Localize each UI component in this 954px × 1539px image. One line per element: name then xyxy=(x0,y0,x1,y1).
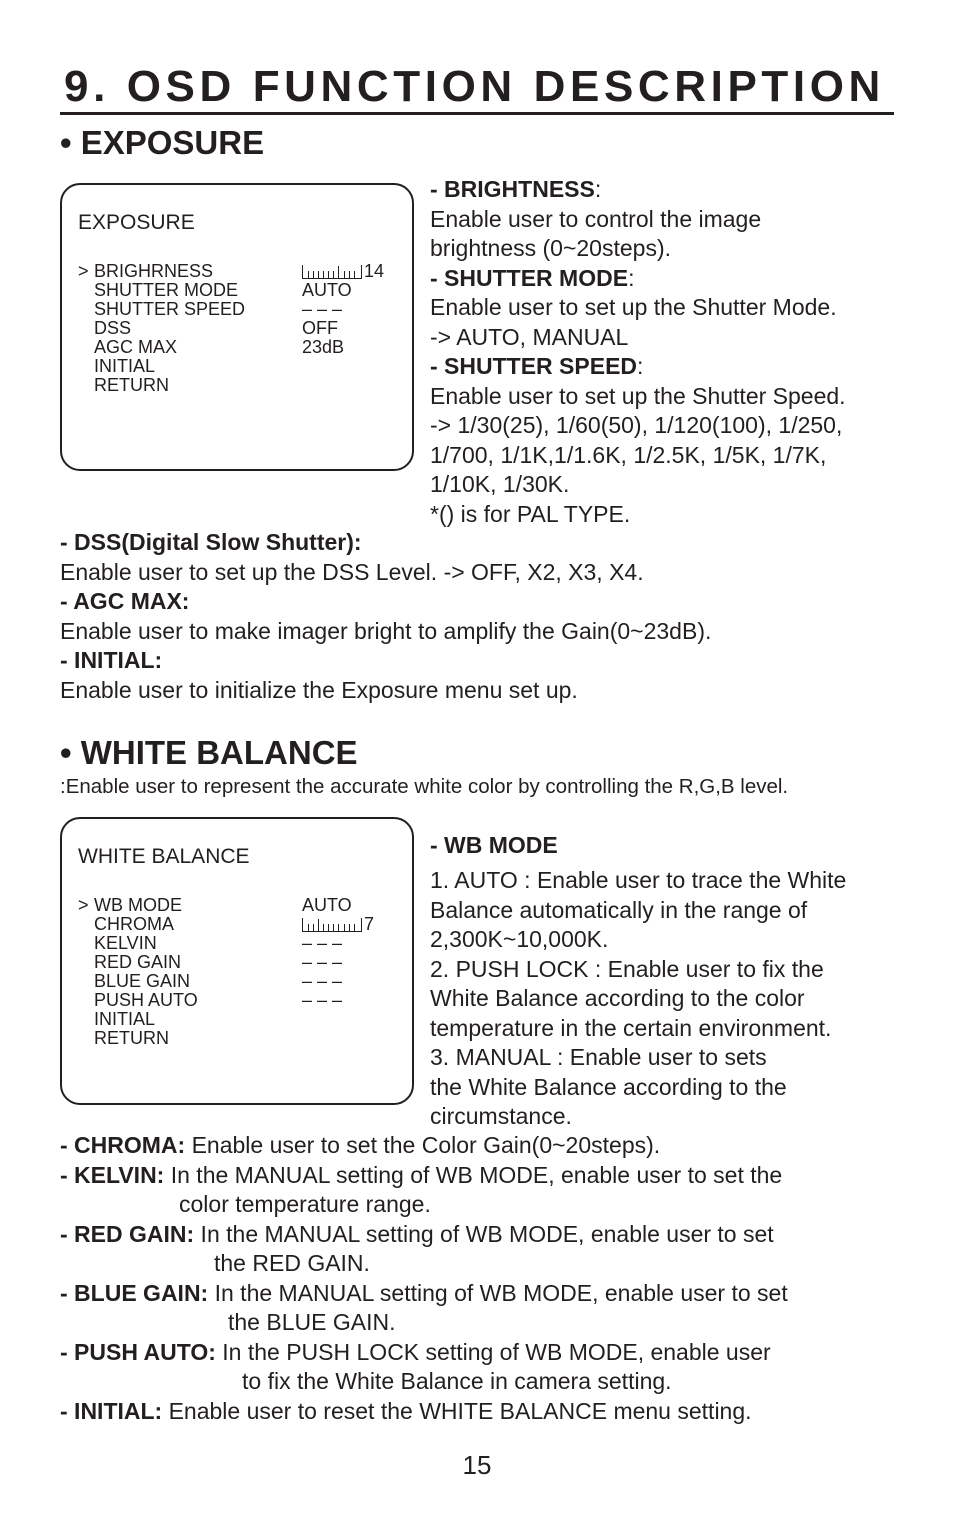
brightness-slider xyxy=(302,265,362,279)
desc-chroma: - CHROMA: Enable user to set the Color Gain(0~20steps). xyxy=(60,1132,661,1158)
desc-line: White Balance according to the color xyxy=(430,985,805,1011)
desc-heading-dss: - DSS(Digital Slow Shutter): xyxy=(60,529,362,555)
exposure-heading: • EXPOSURE xyxy=(60,124,265,161)
desc-line: Enable user to set up the Shutter Mode. xyxy=(430,294,837,320)
exposure-menu-title: EXPOSURE xyxy=(78,211,195,234)
menu-value-kelvin: – – – xyxy=(302,933,343,953)
menu-item-return: RETURN xyxy=(94,375,169,395)
exposure-osd-menu xyxy=(60,183,414,471)
white-balance-heading: • WHITE BALANCE xyxy=(60,734,358,771)
menu-item-shutter-mode: SHUTTER MODE xyxy=(94,280,238,300)
desc-line: Enable user to set up the DSS Level. -> OFF, X2, X3, X4. xyxy=(60,558,644,585)
wb-menu-list xyxy=(78,895,404,1056)
page-title: 9. OSD FUNCTION DESCRIPTION xyxy=(64,62,885,111)
wb-menu-title: WHITE BALANCE xyxy=(78,845,250,868)
white-balance-osd-menu xyxy=(60,817,414,1105)
desc-line: -> AUTO, MANUAL xyxy=(430,323,629,350)
desc-line: 1/700, 1/1K,1/1.6K, 1/2.5K, 1/5K, 1/7K, xyxy=(430,441,827,468)
desc-line: 1/10K, 1/30K. xyxy=(430,471,570,497)
menu-item-red-gain: RED GAIN xyxy=(94,952,182,972)
desc-red-gain: - RED GAIN: In the MANUAL setting of WB MODE, enable user to set xyxy=(60,1220,774,1247)
desc-initial: - INITIAL: Enable user to reset the WHITE BALANCE menu setting. xyxy=(60,1397,752,1424)
desc-red-gain-cont: the RED GAIN. xyxy=(214,1250,370,1276)
desc-blue-gain-cont: the BLUE GAIN. xyxy=(228,1309,396,1335)
menu-value-push-auto: – – – xyxy=(302,990,343,1010)
menu-cursor: > xyxy=(78,261,89,281)
menu-item-push-auto: PUSH AUTO xyxy=(94,990,198,1010)
title-rule xyxy=(60,112,894,115)
menu-value-brightness xyxy=(302,262,384,281)
menu-value-shutter-mode: AUTO xyxy=(302,280,352,300)
desc-line: 3. MANUAL : Enable user to sets xyxy=(430,1044,767,1070)
menu-item-wb-mode: WB MODE xyxy=(94,895,182,915)
desc-line: - BRIGHTNESS: xyxy=(430,176,602,202)
menu-value-wb-mode: AUTO xyxy=(302,895,352,915)
desc-heading-agc: - AGC MAX: xyxy=(60,588,190,614)
exposure-lower-description xyxy=(60,528,711,705)
wb-right-description xyxy=(430,866,846,1132)
desc-push-auto-cont: to fix the White Balance in camera setting. xyxy=(242,1368,672,1394)
desc-line: circumstance. xyxy=(430,1103,572,1129)
menu-item-initial: INITIAL xyxy=(94,1009,156,1029)
desc-line: 1. AUTO : Enable user to trace the White xyxy=(430,867,847,893)
menu-cursor: > xyxy=(78,895,89,915)
exposure-right-description xyxy=(430,175,846,529)
desc-kelvin: - KELVIN: In the MANUAL setting of WB MODE, enable user to set the xyxy=(60,1161,783,1188)
desc-line: - SHUTTER MODE: xyxy=(430,264,635,291)
desc-line: temperature in the certain environment. xyxy=(430,1014,832,1041)
desc-blue-gain: - BLUE GAIN: In the MANUAL setting of WB MODE, enable user to set xyxy=(60,1279,788,1306)
desc-line: Enable user to initialize the Exposure menu set up. xyxy=(60,676,578,703)
desc-line: Balance automatically in the range of xyxy=(430,896,808,923)
desc-heading-initial: - INITIAL: xyxy=(60,647,163,673)
exposure-menu-list xyxy=(78,261,404,402)
desc-push-auto: - PUSH AUTO: In the PUSH LOCK setting of WB MODE, enable user xyxy=(60,1338,771,1365)
desc-line: *() is for PAL TYPE. xyxy=(430,500,631,527)
menu-value-dss: OFF xyxy=(302,318,338,338)
menu-item-brightness: BRIGHRNESS xyxy=(94,261,214,281)
menu-item-dss: DSS xyxy=(94,318,132,338)
menu-value-agc-max: 23dB xyxy=(302,337,345,357)
menu-item-kelvin: KELVIN xyxy=(94,933,157,953)
wb-mode-heading: - WB MODE xyxy=(430,832,558,858)
menu-item-blue-gain: BLUE GAIN xyxy=(94,971,191,991)
brightness-value: 14 xyxy=(364,261,385,281)
menu-item-return: RETURN xyxy=(94,1028,169,1048)
menu-value-blue-gain: – – – xyxy=(302,971,343,991)
menu-value-red-gain: – – – xyxy=(302,952,343,972)
menu-item-agc-max: AGC MAX xyxy=(94,337,178,357)
desc-line: 2. PUSH LOCK : Enable user to fix the xyxy=(430,955,824,982)
chroma-slider xyxy=(302,918,362,932)
desc-line: - SHUTTER SPEED: xyxy=(430,353,644,379)
page-number: 15 xyxy=(462,1450,492,1480)
desc-line: -> 1/30(25), 1/60(50), 1/120(100), 1/250, xyxy=(430,412,843,438)
desc-line: the White Balance according to the xyxy=(430,1073,787,1100)
menu-value-chroma xyxy=(302,915,374,934)
menu-value-shutter-speed: – – – xyxy=(302,299,343,319)
menu-item-shutter-speed: SHUTTER SPEED xyxy=(94,299,246,319)
desc-line: Enable user to make imager bright to amplify the Gain(0~23dB). xyxy=(60,617,712,644)
chroma-value: 7 xyxy=(364,914,375,934)
desc-kelvin-cont: color temperature range. xyxy=(179,1191,431,1217)
desc-line: Enable user to control the image xyxy=(430,205,762,232)
wb-lower-description xyxy=(60,1131,788,1426)
desc-line: Enable user to set up the Shutter Speed. xyxy=(430,382,846,409)
desc-line: 2,300K~10,000K. xyxy=(430,926,609,952)
menu-item-chroma: CHROMA xyxy=(94,914,174,934)
menu-item-initial: INITIAL xyxy=(94,356,156,376)
desc-line: brightness (0~20steps). xyxy=(430,235,671,261)
white-balance-intro: :Enable user to represent the accurate white color by controlling the R,G,B level. xyxy=(60,775,789,798)
